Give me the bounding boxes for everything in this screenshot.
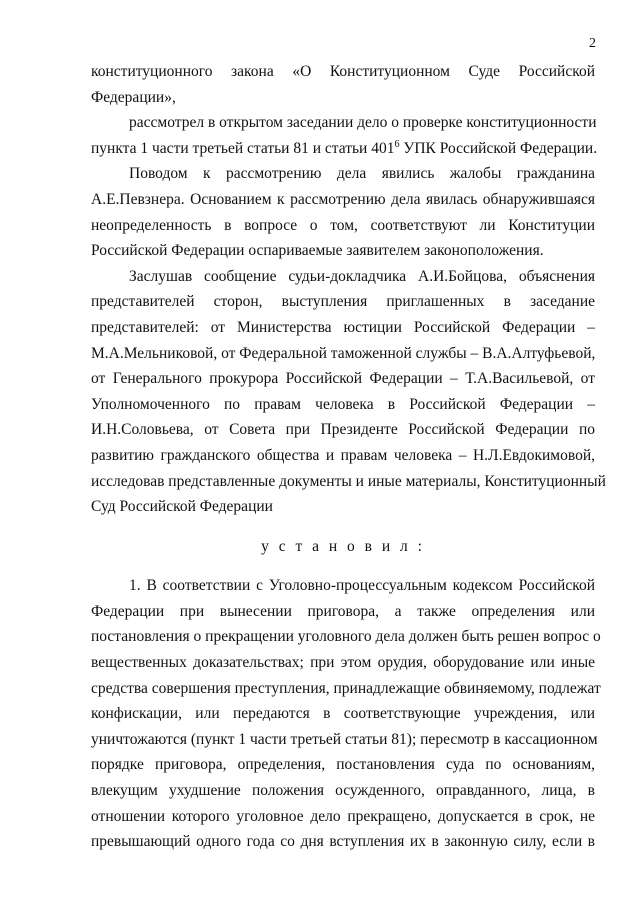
- text-line: Поводом к рассмотрению дела явились жалобы гражданина: [129, 165, 595, 183]
- text-line: средства совершения преступления, принадлежащие обвиняемому, подлежат: [91, 679, 601, 697]
- text-line: вещественных доказательствах; при этом орудия, оборудование или иные: [91, 654, 595, 672]
- text-line: от Генерального прокурора Российской Федерации – Т.А.Васильевой, от: [91, 370, 595, 388]
- text-line: отношении которого уголовное дело прекращено, допускается в срок, не: [91, 807, 595, 825]
- text-line: 1. В соответствии с Уголовно-процессуальным кодексом Российской: [129, 577, 595, 595]
- text-line: Заслушав сообщение судьи-докладчика А.И.Бойцова, объяснения: [129, 267, 595, 285]
- text-fragment: УПК Российской Федерации.: [399, 139, 598, 157]
- text-line: развитию гражданского общества и правам человека – Н.Л.Евдокимовой,: [91, 446, 595, 464]
- text-line: неопределенность в вопросе о том, соответствуют ли Конституции: [91, 216, 595, 234]
- text-line: Уполномоченного по правам человека в Российской Федерации –: [91, 395, 595, 413]
- section-heading: у с т а н о в и л :: [261, 537, 425, 555]
- page-number: 2: [589, 36, 596, 51]
- text-line: М.А.Мельниковой, от Федеральной таможенной службы – В.А.Алтуфьевой,: [91, 344, 596, 362]
- text-fragment: пункта 1 части третьей статьи 81 и статьи 401: [91, 139, 395, 157]
- text-line: уничтожаются (пункт 1 части третьей статьи 81); пересмотр в кассационном: [91, 730, 598, 748]
- text-line: Федерации»,: [91, 88, 176, 106]
- text-line: И.Н.Соловьева, от Совета при Президенте Российской Федерации по: [91, 421, 595, 439]
- text-line: [91, 136, 598, 162]
- text-line: Федерации при вынесении приговора, а также определения или: [91, 602, 595, 620]
- text-line: рассмотрел в открытом заседании дело о проверке конституционности: [129, 114, 597, 132]
- text-line: представителей: от Министерства юстиции Российской Федерации –: [91, 318, 595, 336]
- superscript: 6: [394, 138, 400, 150]
- text-line: превышающий одного года со дня вступления их в законную силу, если в: [91, 833, 595, 851]
- text-line: А.Е.Певзнера. Основанием к рассмотрению дела явилась обнаружившаяся: [91, 190, 595, 208]
- text-line: представителей сторон, выступления приглашенных в заседание: [91, 293, 595, 311]
- document-body: [91, 59, 606, 855]
- text-line: порядке приговора, определения, постановления суда по основаниям,: [91, 756, 595, 774]
- text-line: влекущим ухудшение положения осужденного, оправданного, лица, в: [91, 782, 595, 800]
- text-line: конституционного закона «О Конституционном Суде Российской: [91, 63, 595, 80]
- text-line: Российской Федерации оспариваемые заявителем законоположения.: [91, 242, 544, 260]
- text-line: постановления о прекращении уголовного дела должен быть решен вопрос о: [91, 628, 601, 646]
- text-line: Суд Российской Федерации: [91, 498, 273, 516]
- text-line: конфискации, или передаются в соответствующие учреждения, или: [91, 705, 595, 723]
- text-line: исследовав представленные документы и иные материалы, Конституционный: [91, 472, 606, 490]
